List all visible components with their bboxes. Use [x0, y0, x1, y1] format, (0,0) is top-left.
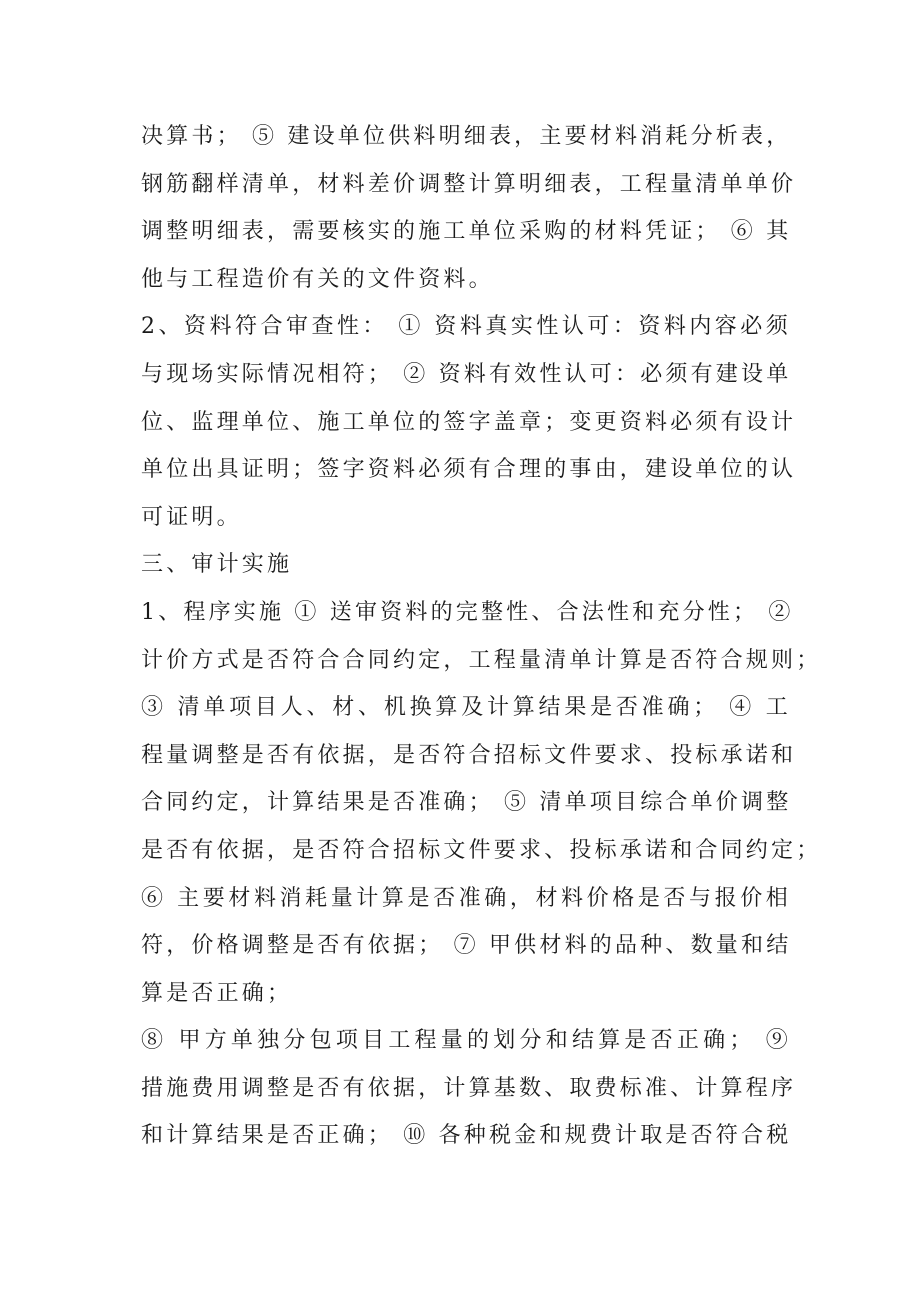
text-line-22: 和计算结果是否正确； ⑩ 各种税金和规费计取是否符合税 — [141, 1123, 792, 1149]
text-line-15: 合同约定，计算结果是否准确； ⑤ 清单项目综合单价调整 — [141, 790, 792, 816]
document-page — [141, 113, 822, 1160]
text-line-7: 位、监理单位、施工单位的签字盖章；变更资料必须有设计 — [141, 409, 797, 435]
text-line-2: 钢筋翻样清单，材料差价调整计算明细表，工程量清单单价 — [141, 171, 797, 197]
text-line-1: 决算书； ⑤ 建设单位供料明细表，主要材料消耗分析表， — [141, 124, 792, 149]
text-line-14: 程量调整是否有依据，是否符合招标文件要求、投标承诺和 — [141, 742, 797, 768]
text-line-9: 可证明。 — [141, 504, 242, 530]
text-line-19: 算是否正确； — [141, 980, 293, 1006]
text-line-16: 是否有依据，是否符合招标文件要求、投标承诺和合同约定； — [141, 837, 822, 863]
text-line-18: 符，价格调整是否有依据； ⑦ 甲供材料的品种、数量和结 — [141, 933, 792, 959]
text-line-3: 调整明细表，需要核实的施工单位采购的材料凭证； ⑥ 其 — [141, 219, 792, 245]
text-line-13: ③ 清单项目人、材、机换算及计算结果是否准确； ④ 工 — [141, 695, 791, 721]
text-line-4: 他与工程造价有关的文件资料。 — [141, 266, 494, 292]
text-line-20: ⑧ 甲方单独分包项目工程量的划分和结算是否正确； ⑨ — [141, 1028, 791, 1054]
text-line-17: ⑥ 主要材料消耗量计算是否准确，材料价格是否与报价相 — [141, 885, 791, 911]
text-line-21: 措施费用调整是否有依据，计算基数、取费标准、计算程序 — [141, 1075, 797, 1101]
text-line-6: 与现场实际情况相符； ② 资料有效性认可：必须有建设单 — [141, 361, 792, 387]
text-line-5: 2、资料符合审查性： ① 资料真实性认可：资料内容必须 — [141, 314, 791, 340]
text-line-8: 单位出具证明；签字资料必须有合理的事由，建设单位的认 — [141, 457, 797, 483]
text-line-12: 计价方式是否符合合同约定，工程量清单计算是否符合规则； — [141, 647, 822, 673]
text-line-11: 1、程序实施 ① 送审资料的完整性、合法性和充分性； ② — [141, 599, 794, 625]
section-heading: 三、审计实施 — [141, 552, 293, 578]
